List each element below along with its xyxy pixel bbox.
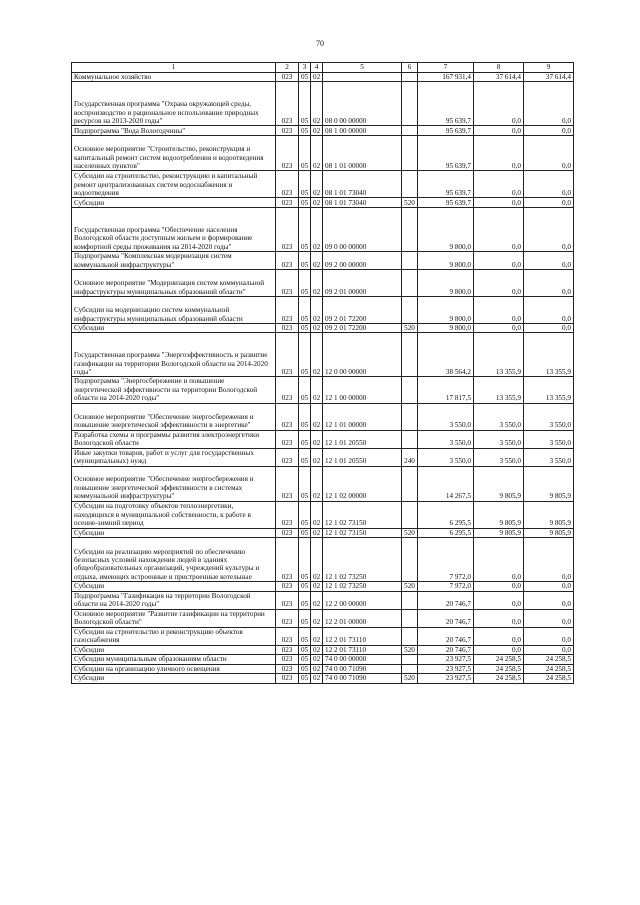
amount-2017-cell: 9 800,0 <box>418 323 474 333</box>
amount-2019-cell: 24 258,5 <box>524 674 574 684</box>
target-article-cell: 08 1 01 00000 <box>323 135 402 171</box>
table-row <box>72 655 574 665</box>
amount-2019-cell: 0,0 <box>524 627 574 645</box>
subsection-cell: 02 <box>311 333 323 377</box>
table-row <box>72 430 574 448</box>
page-number: 70 <box>316 39 324 48</box>
amount-2018-cell: 3 550,0 <box>474 430 524 448</box>
expense-type-cell <box>402 171 418 198</box>
amount-2018-cell: 0,0 <box>474 251 524 269</box>
amount-2018-cell: 13 355,9 <box>474 333 524 377</box>
ministry-code-cell: 023 <box>276 664 299 674</box>
table-row <box>72 82 574 126</box>
amount-2018-cell: 0,0 <box>474 627 524 645</box>
section-cell: 05 <box>299 207 311 251</box>
name-cell: Подпрограмма "Газификация на территории Вологодской области на 2014-2020 годы" <box>72 591 276 609</box>
header-row <box>72 63 574 73</box>
ministry-code-cell: 023 <box>276 674 299 684</box>
table-row <box>72 296 574 323</box>
amount-2017-cell: 17 817,5 <box>418 377 474 403</box>
amount-2017-cell: 23 927,5 <box>418 674 474 684</box>
section-cell: 05 <box>299 82 311 126</box>
target-article-cell: 09 2 01 72200 <box>323 323 402 333</box>
name-cell: Субсидии <box>72 198 276 208</box>
section-cell: 05 <box>299 591 311 609</box>
target-article-cell: 12 1 02 73250 <box>323 538 402 582</box>
section-cell: 05 <box>299 664 311 674</box>
amount-2018-cell: 0,0 <box>474 207 524 251</box>
expense-type-cell <box>402 609 418 627</box>
table-row <box>72 609 574 627</box>
subsection-cell: 02 <box>311 251 323 269</box>
subsection-cell: 02 <box>311 591 323 609</box>
column-number-7: 7 <box>418 63 474 73</box>
table-row <box>72 466 574 501</box>
amount-2017-cell: 167 931,4 <box>418 73 474 82</box>
ministry-code-cell: 023 <box>276 377 299 403</box>
amount-2018-cell: 0,0 <box>474 323 524 333</box>
amount-2017-cell: 9 800,0 <box>418 207 474 251</box>
ministry-code-cell: 023 <box>276 403 299 430</box>
amount-2019-cell: 0,0 <box>524 538 574 582</box>
expense-type-cell: 520 <box>402 674 418 684</box>
name-cell: Субсидии на строительство и реконструкцию объектов газоснабжения <box>72 627 276 645</box>
expense-type-cell <box>402 591 418 609</box>
name-cell: Подпрограмма "Вода Вологодчины" <box>72 126 276 136</box>
amount-2018-cell: 0,0 <box>474 591 524 609</box>
amount-2018-cell: 24 258,5 <box>474 674 524 684</box>
ministry-code-cell: 023 <box>276 207 299 251</box>
table-row <box>72 591 574 609</box>
target-article-cell: 12 1 02 73150 <box>323 528 402 538</box>
name-cell: Государственная программа "Охрана окружающей среды, воспроизводство и рациональное использование природных ресурсов на 2013-2020 годы" <box>72 82 276 126</box>
table-row <box>72 251 574 269</box>
table-row <box>72 664 574 674</box>
ministry-code-cell: 023 <box>276 323 299 333</box>
section-cell: 05 <box>299 528 311 538</box>
amount-2019-cell: 9 805,9 <box>524 466 574 501</box>
section-cell: 05 <box>299 538 311 582</box>
target-article-cell: 12 2 01 73110 <box>323 645 402 655</box>
subsection-cell: 02 <box>311 501 323 528</box>
target-article-cell: 09 2 01 72200 <box>323 296 402 323</box>
section-cell: 05 <box>299 377 311 403</box>
amount-2017-cell: 95 639,7 <box>418 82 474 126</box>
amount-2019-cell: 0,0 <box>524 582 574 592</box>
amount-2017-cell: 20 746,7 <box>418 591 474 609</box>
ministry-code-cell: 023 <box>276 645 299 655</box>
amount-2018-cell: 13 355,9 <box>474 377 524 403</box>
amount-2018-cell: 9 805,9 <box>474 501 524 528</box>
table-row <box>72 538 574 582</box>
expense-type-cell: 520 <box>402 528 418 538</box>
section-cell: 05 <box>299 126 311 136</box>
amount-2017-cell: 9 800,0 <box>418 269 474 296</box>
target-article-cell: 08 1 00 00000 <box>323 126 402 136</box>
expense-type-cell: 520 <box>402 323 418 333</box>
target-article-cell: 74 0 00 71090 <box>323 664 402 674</box>
section-cell: 05 <box>299 323 311 333</box>
column-number-6: 6 <box>402 63 418 73</box>
amount-2019-cell: 9 805,9 <box>524 528 574 538</box>
table-row <box>72 501 574 528</box>
subsection-cell: 02 <box>311 73 323 82</box>
amount-2018-cell: 9 805,9 <box>474 528 524 538</box>
subsection-cell: 02 <box>311 538 323 582</box>
table-row <box>72 448 574 466</box>
amount-2018-cell: 0,0 <box>474 645 524 655</box>
column-number-2: 2 <box>276 63 299 73</box>
target-article-cell: 12 1 00 00000 <box>323 377 402 403</box>
subsection-cell: 02 <box>311 377 323 403</box>
column-number-9: 9 <box>524 63 574 73</box>
target-article-cell: 12 1 01 20550 <box>323 430 402 448</box>
expense-type-cell: 240 <box>402 448 418 466</box>
amount-2019-cell: 37 614,4 <box>524 73 574 82</box>
amount-2017-cell: 23 927,5 <box>418 664 474 674</box>
table-row <box>72 377 574 403</box>
table-row <box>72 126 574 136</box>
section-cell: 05 <box>299 73 311 82</box>
amount-2017-cell: 9 800,0 <box>418 251 474 269</box>
target-article-cell: 12 1 01 20550 <box>323 448 402 466</box>
subsection-cell: 02 <box>311 82 323 126</box>
subsection-cell: 02 <box>311 448 323 466</box>
table-row <box>72 207 574 251</box>
amount-2019-cell: 0,0 <box>524 251 574 269</box>
table-row <box>72 528 574 538</box>
table-row <box>72 323 574 333</box>
amount-2017-cell: 95 639,7 <box>418 126 474 136</box>
expense-type-cell <box>402 403 418 430</box>
subsection-cell: 02 <box>311 528 323 538</box>
amount-2017-cell: 95 639,7 <box>418 171 474 198</box>
subsection-cell: 02 <box>311 198 323 208</box>
target-article-cell: 12 2 01 73110 <box>323 627 402 645</box>
subsection-cell: 02 <box>311 403 323 430</box>
amount-2019-cell: 0,0 <box>524 207 574 251</box>
target-article-cell: 09 0 00 00000 <box>323 207 402 251</box>
target-article-cell: 12 1 02 73250 <box>323 582 402 592</box>
name-cell: Субсидии на строительство, реконструкцию и капитальный ремонт централизованных систем водоснабжения и водоотведения <box>72 171 276 198</box>
expense-type-cell <box>402 538 418 582</box>
column-number-3: 3 <box>299 63 311 73</box>
target-article-cell: 09 2 00 00000 <box>323 251 402 269</box>
subsection-cell: 02 <box>311 430 323 448</box>
target-article-cell: 12 0 00 00000 <box>323 333 402 377</box>
column-number-1: 1 <box>72 63 276 73</box>
amount-2019-cell: 24 258,5 <box>524 664 574 674</box>
subsection-cell: 02 <box>311 466 323 501</box>
ministry-code-cell: 023 <box>276 296 299 323</box>
section-cell: 05 <box>299 403 311 430</box>
subsection-cell: 02 <box>311 126 323 136</box>
target-article-cell: 09 2 01 00000 <box>323 269 402 296</box>
amount-2017-cell: 6 295,5 <box>418 501 474 528</box>
amount-2018-cell: 0,0 <box>474 269 524 296</box>
name-cell: Основное мероприятие "Обеспечение энергосбережения и повышение энергетической эффективности в энергетике" <box>72 403 276 430</box>
amount-2017-cell: 38 564,2 <box>418 333 474 377</box>
ministry-code-cell: 023 <box>276 430 299 448</box>
amount-2018-cell: 0,0 <box>474 82 524 126</box>
ministry-code-cell: 023 <box>276 582 299 592</box>
expense-type-cell <box>402 377 418 403</box>
ministry-code-cell: 023 <box>276 466 299 501</box>
target-article-cell <box>323 73 402 82</box>
expense-type-cell <box>402 466 418 501</box>
ministry-code-cell: 023 <box>276 333 299 377</box>
column-number-5: 5 <box>323 63 402 73</box>
table-row <box>72 674 574 684</box>
amount-2018-cell: 24 258,5 <box>474 664 524 674</box>
table-row <box>72 171 574 198</box>
name-cell: Подпрограмма "Энергосбережение и повышение энергетической эффективности на территории Вологодской области на 2014-2020 годы" <box>72 377 276 403</box>
ministry-code-cell: 023 <box>276 269 299 296</box>
ministry-code-cell: 023 <box>276 73 299 82</box>
ministry-code-cell: 023 <box>276 198 299 208</box>
name-cell: Государственная программа "Обеспечение населения Вологодской области доступным жильем и формирование комфортной среды проживания на 2014-2020 годы" <box>72 207 276 251</box>
amount-2018-cell: 0,0 <box>474 609 524 627</box>
table-row <box>72 333 574 377</box>
table-row <box>72 582 574 592</box>
name-cell: Субсидии <box>72 323 276 333</box>
table-row <box>72 198 574 208</box>
subsection-cell: 02 <box>311 269 323 296</box>
amount-2017-cell: 7 972,0 <box>418 582 474 592</box>
name-cell: Разработка схемы и программы развития электроэнергетики Вологодской области <box>72 430 276 448</box>
section-cell: 05 <box>299 269 311 296</box>
expense-type-cell: 520 <box>402 645 418 655</box>
expense-type-cell <box>402 269 418 296</box>
amount-2019-cell: 13 355,9 <box>524 333 574 377</box>
expense-type-cell <box>402 135 418 171</box>
name-cell: Субсидии <box>72 582 276 592</box>
name-cell: Субсидии на модернизацию систем коммунальной инфраструктуры муниципальных образований области <box>72 296 276 323</box>
table-row <box>72 269 574 296</box>
section-cell: 05 <box>299 333 311 377</box>
amount-2019-cell: 9 805,9 <box>524 501 574 528</box>
ministry-code-cell: 023 <box>276 655 299 665</box>
amount-2019-cell: 0,0 <box>524 323 574 333</box>
amount-2019-cell: 0,0 <box>524 126 574 136</box>
ministry-code-cell: 023 <box>276 448 299 466</box>
table-row <box>72 135 574 171</box>
section-cell: 05 <box>299 448 311 466</box>
target-article-cell: 12 1 02 73150 <box>323 501 402 528</box>
amount-2017-cell: 20 746,7 <box>418 609 474 627</box>
amount-2018-cell: 0,0 <box>474 582 524 592</box>
target-article-cell: 12 2 01 00000 <box>323 609 402 627</box>
name-cell: Основное мероприятие "Обеспечение энергосбережения и повышение энергетической эффективности в системах коммунальной инфраструктуры" <box>72 466 276 501</box>
subsection-cell: 02 <box>311 296 323 323</box>
amount-2019-cell: 0,0 <box>524 135 574 171</box>
name-cell: Субсидии на реализацию мероприятий по обеспечению безопасных условий нахождения людей в зданиях общеобразовательных организаций, учреждений культуры и отдыха, имеющих встроенные и пристроенные котельные <box>72 538 276 582</box>
amount-2019-cell: 0,0 <box>524 645 574 655</box>
section-cell: 05 <box>299 198 311 208</box>
target-article-cell: 74 0 00 71090 <box>323 674 402 684</box>
expense-type-cell <box>402 430 418 448</box>
expense-type-cell <box>402 333 418 377</box>
amount-2017-cell: 3 550,0 <box>418 430 474 448</box>
name-cell: Субсидии на организацию уличного освещения <box>72 664 276 674</box>
amount-2017-cell: 95 639,7 <box>418 135 474 171</box>
amount-2018-cell: 3 550,0 <box>474 403 524 430</box>
target-article-cell: 08 1 01 73040 <box>323 198 402 208</box>
section-cell: 05 <box>299 609 311 627</box>
amount-2018-cell: 0,0 <box>474 135 524 171</box>
expense-type-cell <box>402 296 418 323</box>
amount-2018-cell: 0,0 <box>474 126 524 136</box>
subsection-cell: 02 <box>311 655 323 665</box>
ministry-code-cell: 023 <box>276 528 299 538</box>
amount-2017-cell: 20 746,7 <box>418 645 474 655</box>
subsection-cell: 02 <box>311 645 323 655</box>
name-cell: Подпрограмма "Комплексная модернизация систем коммунальной инфраструктуры" <box>72 251 276 269</box>
subsection-cell: 02 <box>311 323 323 333</box>
subsection-cell: 02 <box>311 674 323 684</box>
subsection-cell: 02 <box>311 171 323 198</box>
section-cell: 05 <box>299 582 311 592</box>
target-article-cell: 12 2 00 00000 <box>323 591 402 609</box>
section-cell: 05 <box>299 251 311 269</box>
name-cell: Коммунальное хозяйство <box>72 73 276 82</box>
table-row <box>72 627 574 645</box>
section-cell: 05 <box>299 135 311 171</box>
ministry-code-cell: 023 <box>276 251 299 269</box>
section-cell: 05 <box>299 501 311 528</box>
target-article-cell: 12 1 01 00000 <box>323 403 402 430</box>
expense-type-cell <box>402 82 418 126</box>
ministry-code-cell: 023 <box>276 171 299 198</box>
amount-2018-cell: 37 614,4 <box>474 73 524 82</box>
section-cell: 05 <box>299 466 311 501</box>
target-article-cell: 74 0 00 00000 <box>323 655 402 665</box>
expense-type-cell <box>402 126 418 136</box>
budget-table <box>71 62 574 684</box>
name-cell: Государственная программа "Энергоэффективность и развитие газификации на территории Вологодской области на 2014-2020 годы" <box>72 333 276 377</box>
amount-2017-cell: 6 295,5 <box>418 528 474 538</box>
name-cell: Субсидии <box>72 528 276 538</box>
amount-2018-cell: 0,0 <box>474 171 524 198</box>
ministry-code-cell: 023 <box>276 135 299 171</box>
amount-2019-cell: 0,0 <box>524 198 574 208</box>
table-row <box>72 403 574 430</box>
amount-2019-cell: 3 550,0 <box>524 448 574 466</box>
expense-type-cell <box>402 655 418 665</box>
ministry-code-cell: 023 <box>276 501 299 528</box>
amount-2018-cell: 3 550,0 <box>474 448 524 466</box>
expense-type-cell: 520 <box>402 582 418 592</box>
ministry-code-cell: 023 <box>276 627 299 645</box>
name-cell: Субсидии муниципальным образованиям области <box>72 655 276 665</box>
name-cell: Субсидии <box>72 674 276 684</box>
section-cell: 05 <box>299 674 311 684</box>
subsection-cell: 02 <box>311 135 323 171</box>
table-row <box>72 645 574 655</box>
section-cell: 05 <box>299 645 311 655</box>
ministry-code-cell: 023 <box>276 591 299 609</box>
table-row <box>72 73 574 82</box>
subsection-cell: 02 <box>311 207 323 251</box>
amount-2018-cell: 24 258,5 <box>474 655 524 665</box>
expense-type-cell <box>402 627 418 645</box>
expense-type-cell <box>402 664 418 674</box>
section-cell: 05 <box>299 655 311 665</box>
amount-2017-cell: 3 550,0 <box>418 448 474 466</box>
amount-2019-cell: 0,0 <box>524 269 574 296</box>
amount-2019-cell: 24 258,5 <box>524 655 574 665</box>
target-article-cell: 12 1 02 00000 <box>323 466 402 501</box>
expense-type-cell <box>402 501 418 528</box>
amount-2017-cell: 20 746,7 <box>418 627 474 645</box>
section-cell: 05 <box>299 296 311 323</box>
ministry-code-cell: 023 <box>276 126 299 136</box>
amount-2019-cell: 0,0 <box>524 171 574 198</box>
section-cell: 05 <box>299 171 311 198</box>
column-number-4: 4 <box>311 63 323 73</box>
amount-2019-cell: 0,0 <box>524 609 574 627</box>
amount-2019-cell: 3 550,0 <box>524 430 574 448</box>
amount-2017-cell: 7 972,0 <box>418 538 474 582</box>
name-cell: Основное мероприятие "Строительство, реконструкция и капитальный ремонт систем водоотребления и водоотведения населенных пунктов" <box>72 135 276 171</box>
amount-2017-cell: 95 639,7 <box>418 198 474 208</box>
amount-2018-cell: 0,0 <box>474 538 524 582</box>
column-number-8: 8 <box>474 63 524 73</box>
subsection-cell: 02 <box>311 664 323 674</box>
amount-2017-cell: 3 550,0 <box>418 403 474 430</box>
name-cell: Субсидии на подготовку объектов теплоэнергетики, находящихся в муниципальной собственности, к работе в осенне-зимний период <box>72 501 276 528</box>
expense-type-cell: 520 <box>402 198 418 208</box>
amount-2018-cell: 0,0 <box>474 296 524 323</box>
expense-type-cell <box>402 251 418 269</box>
subsection-cell: 02 <box>311 609 323 627</box>
name-cell: Основное мероприятие "Модернизация систем коммунальной инфраструктуры муниципальных образований области" <box>72 269 276 296</box>
amount-2017-cell: 14 267,5 <box>418 466 474 501</box>
amount-2019-cell: 0,0 <box>524 591 574 609</box>
ministry-code-cell: 023 <box>276 82 299 126</box>
amount-2019-cell: 13 355,9 <box>524 377 574 403</box>
amount-2017-cell: 23 927,5 <box>418 655 474 665</box>
name-cell: Основное мероприятие "Развитие газификации на территории Вологодской области" <box>72 609 276 627</box>
amount-2019-cell: 0,0 <box>524 82 574 126</box>
name-cell: Субсидии <box>72 645 276 655</box>
amount-2018-cell: 0,0 <box>474 198 524 208</box>
name-cell: Иные закупки товаров, работ и услуг для государственных (муниципальных) нужд <box>72 448 276 466</box>
subsection-cell: 02 <box>311 627 323 645</box>
amount-2019-cell: 0,0 <box>524 296 574 323</box>
expense-type-cell <box>402 207 418 251</box>
section-cell: 05 <box>299 627 311 645</box>
target-article-cell: 08 1 01 73040 <box>323 171 402 198</box>
ministry-code-cell: 023 <box>276 538 299 582</box>
expense-type-cell <box>402 73 418 82</box>
section-cell: 05 <box>299 430 311 448</box>
ministry-code-cell: 023 <box>276 609 299 627</box>
amount-2018-cell: 9 805,9 <box>474 466 524 501</box>
amount-2017-cell: 9 800,0 <box>418 296 474 323</box>
amount-2019-cell: 3 550,0 <box>524 403 574 430</box>
subsection-cell: 02 <box>311 582 323 592</box>
target-article-cell: 08 0 00 00000 <box>323 82 402 126</box>
